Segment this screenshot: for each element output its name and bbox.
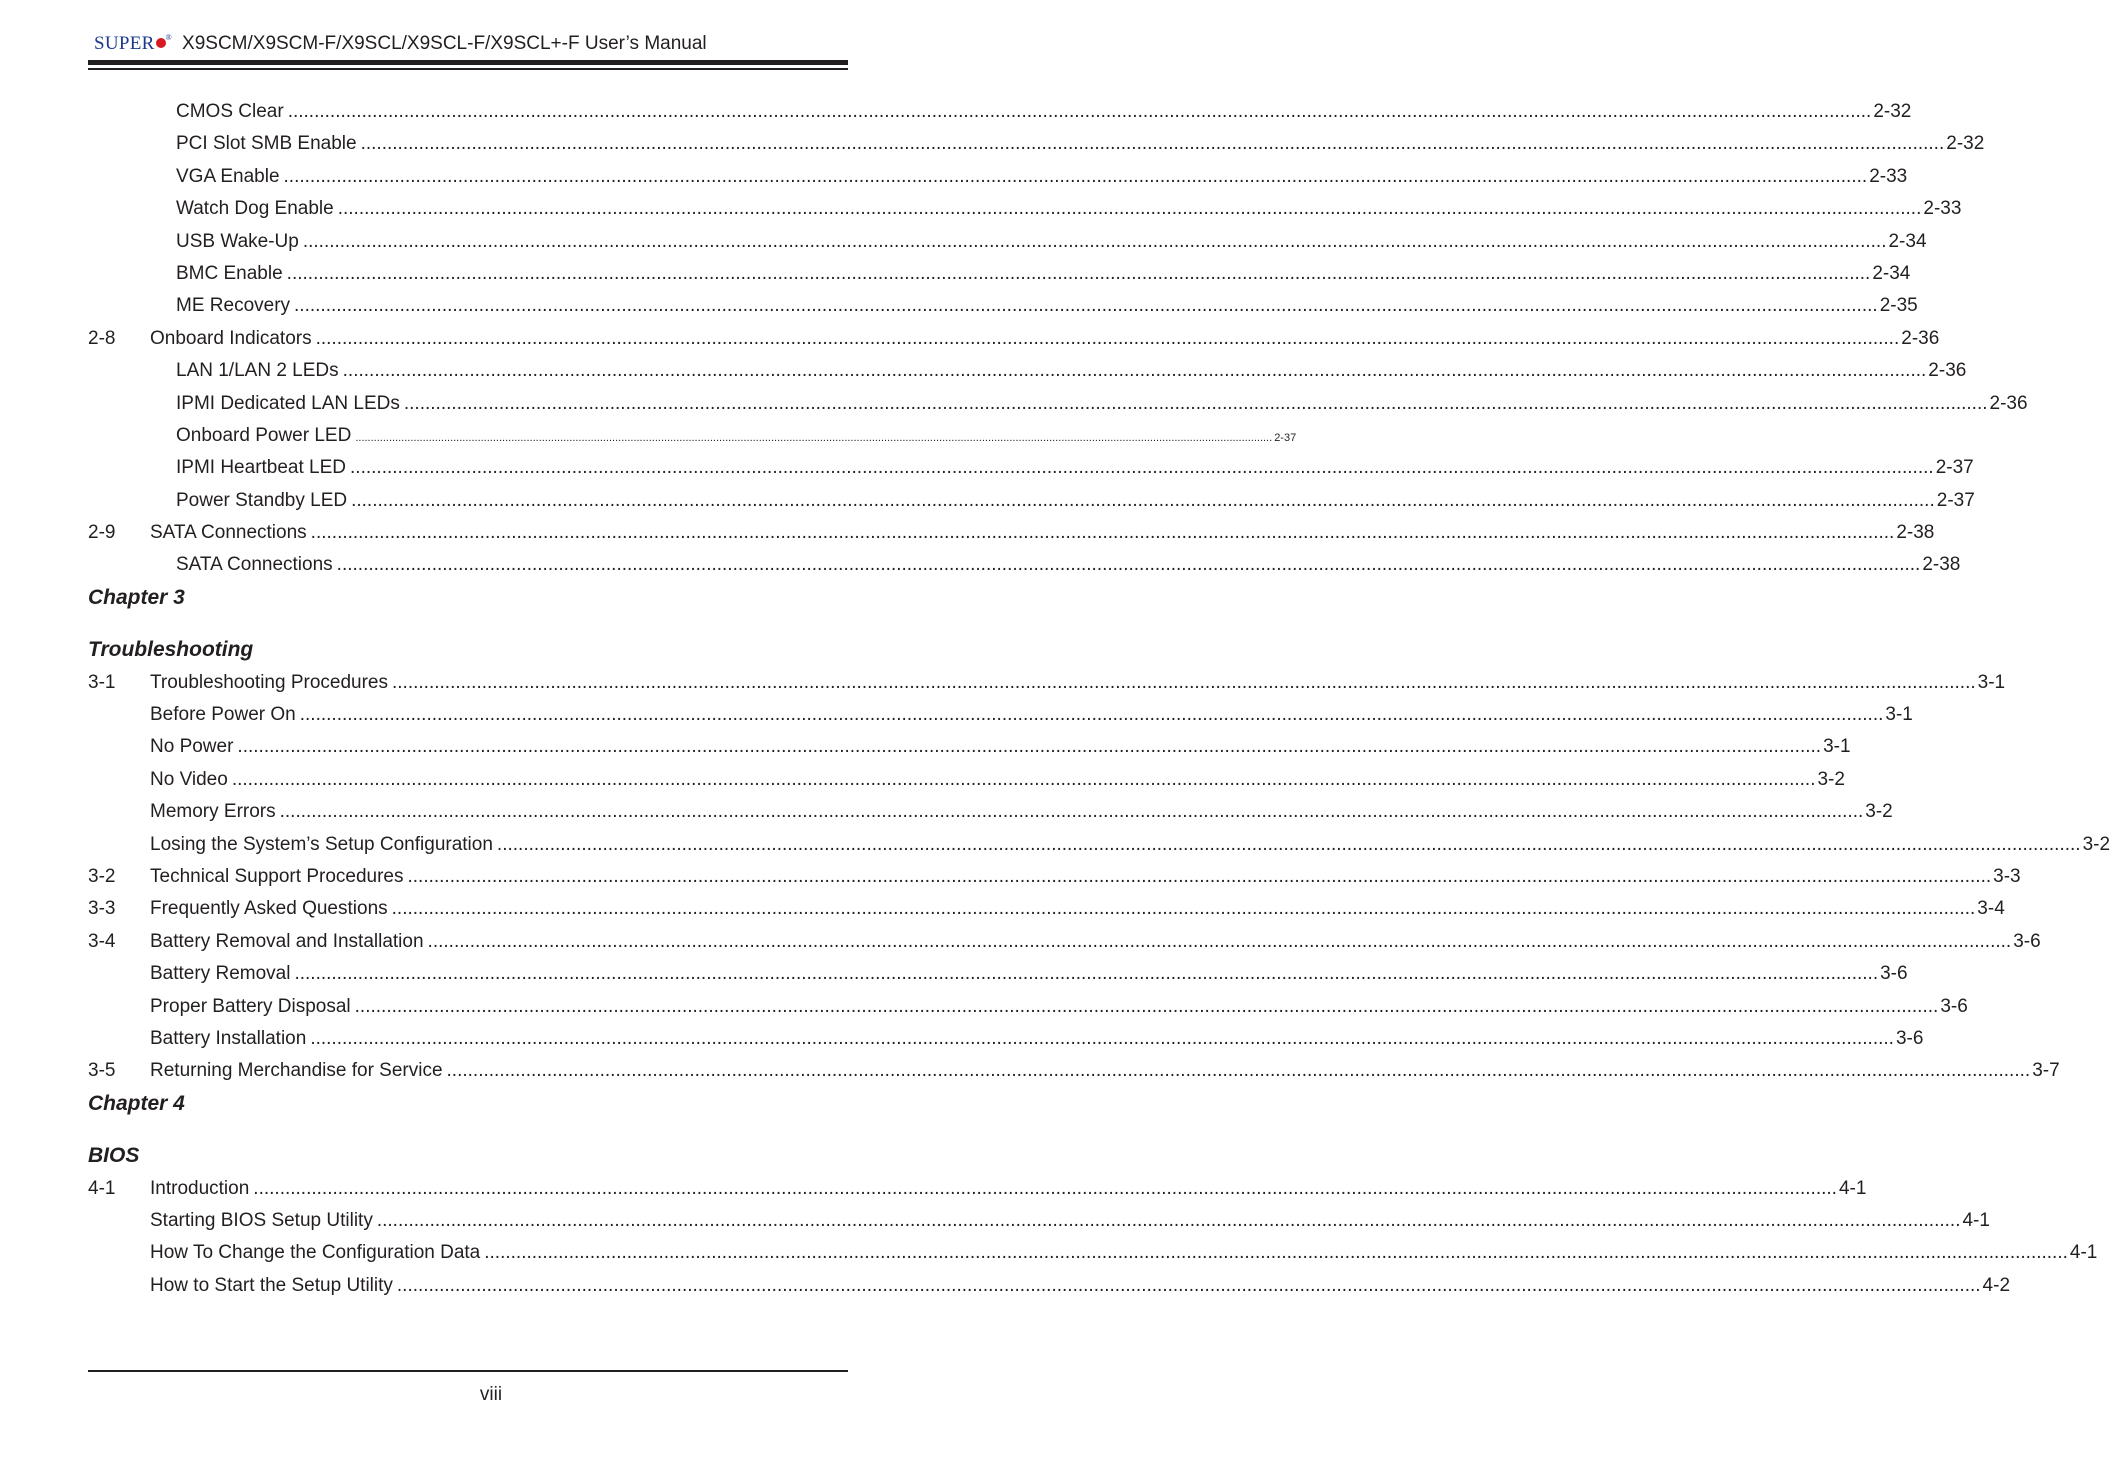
dot-leader: ............................................................................................................................................................................................................................................................................................................: [310, 1027, 1894, 1049]
toc-entry[interactable]: [88, 96, 1912, 128]
dot-leader: ............................................................................................................................................................................................................................................................................................................: [355, 431, 1273, 444]
toc-entry[interactable]: [88, 1205, 1990, 1237]
entry-title: Power Standby LED: [176, 485, 351, 517]
page-number: viii: [479, 1384, 503, 1405]
page-footer: [0, 1384, 954, 1406]
dot-leader: ............................................................................................................................................................................................................................................................................................................: [279, 801, 1864, 823]
chapter-heading: Chapter 3: [88, 585, 185, 609]
dot-leader: ............................................................................................................................................................................................................................................................................................................: [403, 392, 1988, 414]
dot-leader: ............................................................................................................................................................................................................................................................................................................: [446, 1060, 2031, 1082]
section-number: 3-3: [88, 898, 116, 920]
toc-entry[interactable]: [88, 796, 1893, 828]
page-ref: 3-1: [1883, 699, 1912, 731]
page-ref: 3-2: [1815, 764, 1844, 796]
entry-title: IPMI Heartbeat LED: [176, 452, 350, 484]
toc-entry[interactable]: [88, 764, 1845, 796]
toc-entry[interactable]: [88, 420, 1297, 452]
page-ref: 2-34: [1886, 226, 1926, 258]
page-ref: 3-1: [1821, 731, 1850, 763]
toc-entry[interactable]: [88, 926, 2041, 958]
entry-title: SATA Connections: [150, 517, 311, 549]
page-ref: 3-1: [1976, 667, 2005, 699]
section-number: 3-2: [88, 865, 116, 887]
dot-leader: ............................................................................................................................................................................................................................................................................................................: [396, 1274, 1981, 1296]
toc-entry[interactable]: [88, 128, 1985, 160]
dot-leader: ............................................................................................................................................................................................................................................................................................................: [286, 262, 1871, 284]
toc-entry[interactable]: [88, 958, 1908, 990]
dot-leader: ............................................................................................................................................................................................................................................................................................................: [427, 930, 2012, 952]
page-ref: 3-6: [2011, 926, 2040, 958]
entry-title: Losing the System’s Setup Configuration: [150, 829, 497, 861]
page-ref: 4-1: [2068, 1237, 2097, 1269]
page-ref: 2-37: [1272, 422, 1296, 454]
dot-leader: ............................................................................................................................................................................................................................................................................................................: [391, 898, 1976, 920]
dot-leader: ............................................................................................................................................................................................................................................................................................................: [337, 198, 1922, 220]
chapter-heading: Chapter 4: [88, 1091, 185, 1115]
entry-title: PCI Slot SMB Enable: [176, 128, 361, 160]
entry-title: Battery Installation: [150, 1023, 310, 1055]
toc-entry[interactable]: [88, 388, 2028, 420]
entry-title: IPMI Dedicated LAN LEDs: [176, 388, 404, 420]
toc-entry[interactable]: [88, 258, 1911, 290]
section-number: 3-5: [88, 1060, 116, 1082]
chapter-heading: Troubleshooting: [88, 638, 254, 662]
entry-title: USB Wake-Up: [176, 226, 303, 258]
supermicro-logo: SUPER ®: [94, 33, 173, 54]
page-ref: 2-36: [1899, 323, 1939, 355]
entry-title: How To Change the Configuration Data: [150, 1237, 484, 1269]
page-ref: 2-38: [1894, 517, 1934, 549]
entry-title: Watch Dog Enable: [176, 193, 338, 225]
entry-title: ME Recovery: [176, 290, 294, 322]
dot-leader: ............................................................................................................................................................................................................................................................................................................: [350, 457, 1934, 479]
entry-title: BMC Enable: [176, 258, 287, 290]
page-ref: 2-37: [1934, 452, 1974, 484]
toc-entry[interactable]: [88, 1055, 2060, 1087]
dot-leader: ............................................................................................................................................................................................................................................................................................................: [231, 768, 1816, 790]
toc-entry[interactable]: [88, 549, 1961, 581]
section-number: 4-1: [88, 1177, 116, 1199]
dot-leader: ............................................................................................................................................................................................................................................................................................................: [351, 489, 1935, 511]
table-of-contents: [88, 96, 2110, 1302]
page-ref: 2-33: [1921, 193, 1961, 225]
page-ref: 2-36: [1988, 388, 2028, 420]
dot-leader: ............................................................................................................................................................................................................................................................................................................: [496, 833, 2081, 855]
toc-entry[interactable]: [88, 1237, 2098, 1269]
toc-entry[interactable]: [88, 355, 1967, 387]
page-ref: 4-2: [1981, 1270, 2010, 1302]
dot-leader: ............................................................................................................................................................................................................................................................................................................: [376, 1209, 1961, 1231]
entry-title: LAN 1/LAN 2 LEDs: [176, 355, 343, 387]
toc-entry[interactable]: [88, 893, 2005, 925]
toc-entry[interactable]: [88, 1023, 1924, 1055]
toc-entry[interactable]: [88, 861, 2021, 893]
footer-rule: [88, 1370, 848, 1372]
page-ref: 3-6: [1938, 991, 1967, 1023]
page-ref: 2-35: [1878, 290, 1918, 322]
section-number: 3-1: [88, 671, 116, 693]
toc-entry[interactable]: [88, 517, 1935, 549]
page-header: [94, 33, 707, 55]
entry-title: Returning Merchandise for Service: [150, 1055, 447, 1087]
spacer: [88, 1120, 848, 1140]
page-ref: 2-34: [1870, 258, 1910, 290]
dot-leader: ............................................................................................................................................................................................................................................................................................................: [360, 133, 1945, 155]
logo-dot-icon: [156, 38, 166, 48]
entry-title: Troubleshooting Procedures: [150, 667, 392, 699]
entry-title: Onboard Power LED: [176, 420, 355, 452]
dot-leader: ............................................................................................................................................................................................................................................................................................................: [253, 1177, 1837, 1199]
entry-title: Introduction: [150, 1173, 253, 1205]
dot-leader: ............................................................................................................................................................................................................................................................................................................: [336, 554, 1921, 576]
entry-title: Frequently Asked Questions: [150, 893, 392, 925]
entry-title: Memory Errors: [150, 796, 280, 828]
section-number: 2-9: [88, 522, 116, 544]
page-ref: 3-6: [1894, 1023, 1923, 1055]
page-ref: 2-32: [1944, 128, 1984, 160]
toc-entry[interactable]: [88, 485, 1975, 517]
entry-title: No Power: [150, 731, 237, 763]
page-ref: 2-38: [1920, 549, 1960, 581]
dot-leader: ............................................................................................................................................................................................................................................................................................................: [354, 995, 1939, 1017]
page-ref: 2-33: [1867, 161, 1907, 193]
toc-entry[interactable]: [88, 1270, 2011, 1302]
dot-leader: ............................................................................................................................................................................................................................................................................................................: [294, 963, 1879, 985]
page-ref: 3-7: [2030, 1055, 2059, 1087]
page-ref: 3-4: [1975, 893, 2004, 925]
dot-leader: ............................................................................................................................................................................................................................................................................................................: [287, 101, 1872, 122]
page-ref: 3-6: [1878, 958, 1907, 990]
entry-title: Technical Support Procedures: [150, 861, 407, 893]
toc-entry[interactable]: [88, 226, 1927, 258]
entry-title: SATA Connections: [176, 549, 337, 581]
dot-leader: ............................................................................................................................................................................................................................................................................................................: [484, 1242, 2068, 1264]
toc-entry[interactable]: [88, 829, 2110, 861]
page-ref: 2-37: [1935, 485, 1975, 517]
page-ref: 2-32: [1871, 96, 1911, 128]
toc-entry[interactable]: [88, 161, 1908, 193]
toc-entry[interactable]: [88, 731, 1851, 763]
entry-title: CMOS Clear: [176, 96, 288, 128]
manual-title: X9SCM/X9SCM-F/X9SCL/X9SCL-F/X9SCL+-F User’s Manual: [182, 33, 707, 54]
header-rule: [88, 60, 848, 65]
page-ref: 3-2: [1863, 796, 1892, 828]
dot-leader: ............................................................................................................................................................................................................................................................................................................: [310, 522, 1895, 544]
entry-title: Before Power On: [150, 699, 300, 731]
dot-leader: ............................................................................................................................................................................................................................................................................................................: [302, 230, 1887, 252]
entry-title: Battery Removal and Installation: [150, 926, 428, 958]
section-number: 3-4: [88, 930, 116, 952]
entry-title: Battery Removal: [150, 958, 294, 990]
dot-leader: ............................................................................................................................................................................................................................................................................................................: [294, 295, 1878, 317]
toc-entry[interactable]: [88, 991, 1968, 1023]
toc-entry[interactable]: [88, 193, 1962, 225]
page-ref: 3-3: [1991, 861, 2020, 893]
entry-title: How to Start the Setup Utility: [150, 1270, 397, 1302]
page-ref: 2-36: [1926, 355, 1966, 387]
toc-entry[interactable]: [88, 1173, 1867, 1205]
dot-leader: ............................................................................................................................................................................................................................................................................................................: [283, 165, 1868, 187]
spacer: [88, 614, 848, 634]
toc-entry[interactable]: [88, 290, 1918, 322]
chapter-heading: BIOS: [88, 1144, 140, 1168]
dot-leader: ............................................................................................................................................................................................................................................................................................................: [237, 736, 1822, 758]
entry-title: Onboard Indicators: [150, 323, 316, 355]
dot-leader: ............................................................................................................................................................................................................................................................................................................: [299, 704, 1884, 726]
entry-title: VGA Enable: [176, 161, 284, 193]
dot-leader: ............................................................................................................................................................................................................................................................................................................: [407, 865, 1992, 887]
section-number: 2-8: [88, 327, 116, 349]
toc-entry[interactable]: [88, 452, 1974, 484]
dot-leader: ............................................................................................................................................................................................................................................................................................................: [315, 327, 1900, 349]
page-ref: 4-1: [1837, 1173, 1866, 1205]
page-ref: 3-2: [2081, 829, 2110, 861]
entry-title: Starting BIOS Setup Utility: [150, 1205, 377, 1237]
toc-entry[interactable]: [88, 667, 2006, 699]
toc-entry[interactable]: [88, 323, 1940, 355]
dot-leader: ............................................................................................................................................................................................................................................................................................................: [392, 671, 1976, 693]
toc-entry[interactable]: [88, 699, 1913, 731]
entry-title: Proper Battery Disposal: [150, 991, 355, 1023]
header-rule-thin: [88, 68, 848, 70]
page-ref: 4-1: [1960, 1205, 1989, 1237]
dot-leader: ............................................................................................................................................................................................................................................................................................................: [342, 360, 1927, 382]
entry-title: No Video: [150, 764, 232, 796]
